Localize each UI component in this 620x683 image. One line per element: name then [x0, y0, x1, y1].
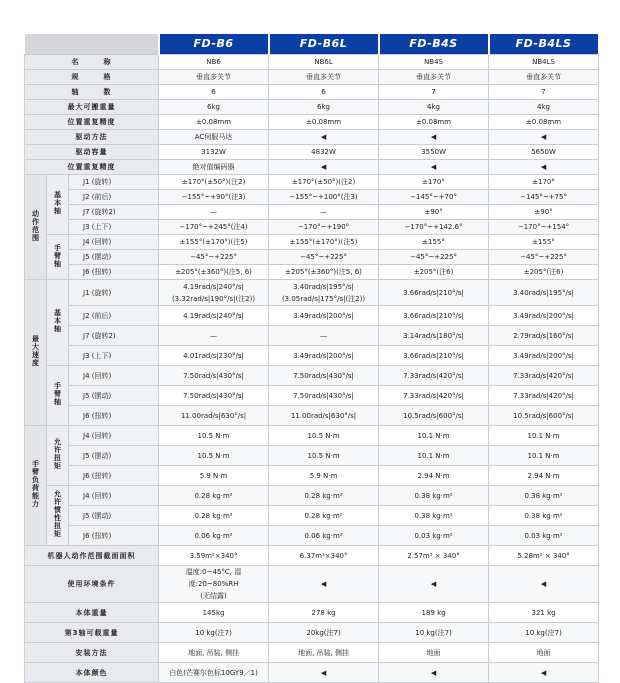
cell-value: 0.28 kg·m²	[269, 506, 379, 526]
joint-label: J4 (回转)	[69, 366, 159, 386]
row-label: 驱动容量	[25, 145, 159, 160]
cell-value: 10.5 N·m	[159, 426, 269, 446]
motion-range-row	[25, 250, 599, 265]
cell-value: 5.28m² × 340°	[489, 546, 599, 566]
same-as-left-arrow: ◀	[489, 566, 599, 603]
cell-value: 6kg	[269, 100, 379, 115]
spec-row-color	[25, 663, 599, 683]
cell-value: 6	[159, 85, 269, 100]
spec-row-area	[25, 546, 599, 566]
joint-label: J5 (摆动)	[69, 386, 159, 406]
cell-value: —	[269, 326, 379, 346]
cell-value: 3.66rad/s|210°/s|	[379, 280, 489, 306]
cell-value: 7.50rad/s|430°/s|	[269, 366, 379, 386]
cell-value: 7	[489, 85, 599, 100]
same-as-left-arrow: ◀	[269, 160, 379, 175]
cell-value: NB6L	[269, 55, 379, 70]
same-as-left-arrow: ◀	[489, 130, 599, 145]
cell-value: 10.1 N·m	[379, 426, 489, 446]
row-label: 位置重复精度	[25, 115, 159, 130]
row-label: 最大可搬重量	[25, 100, 159, 115]
cell-value: 0.38 kg·m²	[379, 486, 489, 506]
cell-value: −170°~+245°(注4)	[159, 220, 269, 235]
cell-value: —	[159, 326, 269, 346]
motion-range-row	[25, 190, 599, 205]
joint-label: J6 (扭转)	[69, 466, 159, 486]
spec-row-axes	[25, 85, 599, 100]
cell-value: 3.40rad/s|195°/s|	[489, 280, 599, 306]
spec-row-spec	[25, 70, 599, 85]
spec-row-weight	[25, 603, 599, 623]
spec-row-drive	[25, 130, 599, 145]
cell-value: 3.14rad/s|180°/s|	[379, 326, 489, 346]
spec-table	[24, 34, 600, 683]
same-as-left-arrow: ◀	[379, 130, 489, 145]
same-as-left-arrow: ◀	[269, 130, 379, 145]
cell-value: −45°~+225°	[489, 250, 599, 265]
cell-value: 189 kg	[379, 603, 489, 623]
joint-label: J7 (旋转2)	[69, 205, 159, 220]
cell-value: 6kg	[159, 100, 269, 115]
cell-value: ±205°(注6)	[489, 265, 599, 280]
joint-label: J5 (摆动)	[69, 250, 159, 265]
motion-range-row	[25, 175, 599, 190]
joint-label: J1 (旋转)	[69, 175, 159, 190]
max-speed-row	[25, 366, 599, 386]
cell-value: 0.06 kg·m²	[159, 526, 269, 546]
cell-value: 10 kg(注7)	[379, 623, 489, 643]
joint-label: J1 (旋转)	[69, 280, 159, 306]
cell-value: 10.5rad/s|600°/s|	[489, 406, 599, 426]
base-axis-label: 基本轴	[47, 175, 69, 235]
cell-value: 3.49rad/s|200°/s|	[269, 306, 379, 326]
cell-value: 7.50rad/s|430°/s|	[159, 366, 269, 386]
cell-value: 10.1 N·m	[489, 426, 599, 446]
cell-value: —	[269, 205, 379, 220]
row-label: 使用环境条件	[25, 566, 159, 603]
cell-value: 垂直多关节	[159, 70, 269, 85]
cell-value: −145°~+70°	[379, 190, 489, 205]
model-header: FD-B6	[159, 34, 269, 55]
cell-value: 4kg	[489, 100, 599, 115]
wrist-load-row	[25, 426, 599, 446]
cell-value: ±90°	[379, 205, 489, 220]
cell-value: 地面	[489, 643, 599, 663]
max-speed-group-label: 最大速度	[25, 280, 47, 426]
cell-value: 0.28 kg·m²	[159, 486, 269, 506]
same-as-left-arrow: ◀	[489, 663, 599, 683]
wrist-load-row	[25, 466, 599, 486]
spec-row-capacity	[25, 145, 599, 160]
cell-value: —	[159, 205, 269, 220]
cell-value: ±170°(±50°)(注2)	[159, 175, 269, 190]
cell-value: −155°~+90°(注3)	[159, 190, 269, 205]
cell-value: 11.00rad/s|630°/s|	[159, 406, 269, 426]
cell-value: 7.33rad/s|420°/s|	[489, 366, 599, 386]
motion-range-row	[25, 235, 599, 250]
cell-value: 3.49rad/s|200°/s|	[269, 346, 379, 366]
cell-value: −145°~+75°	[489, 190, 599, 205]
joint-label: J6 (扭转)	[69, 265, 159, 280]
row-label: 本体颜色	[25, 663, 159, 683]
cell-value: ±155°	[379, 235, 489, 250]
joint-label: J3 (上下)	[69, 220, 159, 235]
cell-value: 7.33rad/s|420°/s|	[379, 386, 489, 406]
cell-value: ±0.08mm	[269, 115, 379, 130]
header-corner	[25, 34, 159, 55]
cell-value: 地面, 吊装, 侧挂	[159, 643, 269, 663]
cell-value: ±0.08mm	[489, 115, 599, 130]
cell-value: NB4S	[379, 55, 489, 70]
cell-value: 11.00rad/s|630°/s|	[269, 406, 379, 426]
joint-label: J5 (摆动)	[69, 446, 159, 466]
cell-value: ±0.08mm	[379, 115, 489, 130]
cell-value: 145kg	[159, 603, 269, 623]
same-as-left-arrow: ◀	[269, 566, 379, 603]
row-label: 驱动方法	[25, 130, 159, 145]
max-speed-row	[25, 306, 599, 326]
wrist-axis-label: 手臂轴	[47, 366, 69, 426]
row-label: 位置重复精度	[25, 160, 159, 175]
cell-value: 2.79rad/s|160°/s|	[489, 326, 599, 346]
wrist-axis-label: 手臂轴	[47, 235, 69, 280]
cell-value: ±205°(±360°)(注5, 6)	[269, 265, 379, 280]
cell-value: 垂直多关节	[379, 70, 489, 85]
allowed-torque-label: 允许扭矩	[47, 426, 69, 486]
cell-value: 4832W	[269, 145, 379, 160]
cell-value: 7	[379, 85, 489, 100]
cell-value: 5.9 N·m	[159, 466, 269, 486]
max-speed-row	[25, 280, 599, 306]
cell-value: 10.5 N·m	[269, 426, 379, 446]
motion-range-group-label: 动作范围	[25, 175, 47, 280]
max-speed-row	[25, 326, 599, 346]
cell-value: 20kg(注7)	[269, 623, 379, 643]
cell-value: 5650W	[489, 145, 599, 160]
cell-value: 3.59m²×340°	[159, 546, 269, 566]
cell-value: 4.19rad/s|240°/s|	[159, 306, 269, 326]
cell-value: 2.94 N·m	[489, 466, 599, 486]
spec-row-repeat	[25, 115, 599, 130]
wrist-load-row	[25, 526, 599, 546]
joint-label: J2 (前后)	[69, 306, 159, 326]
cell-value: ±155°(±170°)(注5)	[269, 235, 379, 250]
cell-value: 3132W	[159, 145, 269, 160]
cell-value: ±170°	[379, 175, 489, 190]
cell-value: 地面, 吊装, 侧挂	[269, 643, 379, 663]
cell-value: 白色(芒赛尔色标10GY9／1)	[159, 663, 269, 683]
spec-row-env	[25, 566, 599, 603]
cell-value: 0.03 kg·m²	[489, 526, 599, 546]
row-label: 第3轴可载重量	[25, 623, 159, 643]
row-label: 名 称	[25, 55, 159, 70]
cell-value: 278 kg	[269, 603, 379, 623]
cell-value: ±155°	[489, 235, 599, 250]
wrist-load-row	[25, 486, 599, 506]
joint-label: J6 (扭转)	[69, 526, 159, 546]
cell-value: 0.06 kg·m²	[269, 526, 379, 546]
cell-value: 5.9 N·m	[269, 466, 379, 486]
cell-value: 3.49rad/s|200°/s|	[489, 346, 599, 366]
joint-label: J4 (回转)	[69, 426, 159, 446]
row-label: 规 格	[25, 70, 159, 85]
cell-value: 垂直多关节	[269, 70, 379, 85]
wrist-load-row	[25, 446, 599, 466]
cell-value: ±205°(注6)	[379, 265, 489, 280]
cell-value: 7.33rad/s|420°/s|	[489, 386, 599, 406]
spec-row-detect	[25, 160, 599, 175]
cell-value: −170°~+154°	[489, 220, 599, 235]
cell-value: 10 kg(注7)	[159, 623, 269, 643]
max-speed-row	[25, 386, 599, 406]
cell-value: 0.28 kg·m²	[269, 486, 379, 506]
same-as-left-arrow: ◀	[379, 566, 489, 603]
cell-value: 垂直多关节	[489, 70, 599, 85]
cell-value: 6	[269, 85, 379, 100]
joint-label: J2 (前后)	[69, 190, 159, 205]
cell-value: 3.66rad/s|210°/s|	[379, 306, 489, 326]
wrist-load-row	[25, 506, 599, 526]
cell-value: 0.38 kg·m²	[489, 506, 599, 526]
base-axis-label: 基本轴	[47, 280, 69, 366]
row-label: 机器人动作范围截面面积	[25, 546, 159, 566]
cell-value: ±90°	[489, 205, 599, 220]
joint-label: J6 (扭转)	[69, 406, 159, 426]
cell-value: 10.5 N·m	[269, 446, 379, 466]
cell-value: 10.5rad/s|600°/s|	[379, 406, 489, 426]
row-label: 轴 数	[25, 85, 159, 100]
cell-value: 3.40rad/s|195°/s| (3.05rad/s|175°/s|(注2))	[269, 280, 379, 306]
cell-value: 0.28 kg·m²	[159, 506, 269, 526]
model-header-row	[25, 34, 599, 55]
cell-value: 7.50rad/s|430°/s|	[159, 386, 269, 406]
same-as-left-arrow: ◀	[379, 663, 489, 683]
cell-value: 2.57m² × 340°	[379, 546, 489, 566]
cell-value: ±155°(±170°)(注5)	[159, 235, 269, 250]
max-speed-row	[25, 346, 599, 366]
cell-value: 4.19rad/s|240°/s| (3.32rad/s|190°/s|(注2))	[159, 280, 269, 306]
cell-value: 10.1 N·m	[379, 446, 489, 466]
joint-label: J3 (上下)	[69, 346, 159, 366]
cell-value: 4kg	[379, 100, 489, 115]
motion-range-row	[25, 265, 599, 280]
cell-value: ±205°(±360°)(注5, 6)	[159, 265, 269, 280]
row-label: 安装方法	[25, 643, 159, 663]
cell-value: −45°~+225°	[379, 250, 489, 265]
cell-value: 10 kg(注7)	[489, 623, 599, 643]
cell-value: 地面	[379, 643, 489, 663]
allowed-inertia-label: 允许惯性扭矩	[47, 486, 69, 546]
cell-value: −170°~+142.6°	[379, 220, 489, 235]
model-header: FD-B4S	[379, 34, 489, 55]
cell-value: −45°~+225°	[269, 250, 379, 265]
cell-value: 0.03 kg·m²	[379, 526, 489, 546]
cell-value: NB4LS	[489, 55, 599, 70]
spec-row-payload	[25, 100, 599, 115]
cell-value: 7.50rad/s|430°/s|	[269, 386, 379, 406]
joint-label: J5 (摆动)	[69, 506, 159, 526]
cell-value: 3.66rad/s|210°/s|	[379, 346, 489, 366]
max-speed-row	[25, 406, 599, 426]
spec-row-axis3	[25, 623, 599, 643]
motion-range-row	[25, 220, 599, 235]
same-as-left-arrow: ◀	[379, 160, 489, 175]
spec-row-name	[25, 55, 599, 70]
cell-value: −45°~+225°	[159, 250, 269, 265]
cell-value: 4.01rad/s|230°/s|	[159, 346, 269, 366]
cell-value: ±170°(±50°)(注2)	[269, 175, 379, 190]
model-header: FD-B4LS	[489, 34, 599, 55]
cell-value: 0.38 kg·m²	[489, 486, 599, 506]
joint-label: J7 (旋转2)	[69, 326, 159, 346]
joint-label: J4 (回转)	[69, 486, 159, 506]
cell-value: 10.5 N·m	[159, 446, 269, 466]
same-as-left-arrow: ◀	[489, 160, 599, 175]
cell-value: 3550W	[379, 145, 489, 160]
motion-range-row	[25, 205, 599, 220]
wrist-load-group-label: 手臂负荷能力	[25, 426, 47, 546]
cell-value: 2.94 N·m	[379, 466, 489, 486]
spec-row-install	[25, 643, 599, 663]
cell-value: −155°~+100°(注3)	[269, 190, 379, 205]
cell-value: ±170°	[489, 175, 599, 190]
model-header: FD-B6L	[269, 34, 379, 55]
cell-value: 10.1 N·m	[489, 446, 599, 466]
cell-value: 7.33rad/s|420°/s|	[379, 366, 489, 386]
cell-value: 3.49rad/s|200°/s|	[489, 306, 599, 326]
row-label: 本体重量	[25, 603, 159, 623]
cell-value: 0.38 kg·m²	[379, 506, 489, 526]
cell-value: 绝对值编码器	[159, 160, 269, 175]
cell-value: AC伺服马达	[159, 130, 269, 145]
cell-value: −170°~+190°	[269, 220, 379, 235]
cell-value: 温度:0~45°C, 湿度:20~80%RH (无结露)	[159, 566, 269, 603]
cell-value: NB6	[159, 55, 269, 70]
joint-label: J4 (回转)	[69, 235, 159, 250]
cell-value: 6.37m²×340°	[269, 546, 379, 566]
cell-value: ±0.08mm	[159, 115, 269, 130]
same-as-left-arrow: ◀	[269, 663, 379, 683]
cell-value: 321 kg	[489, 603, 599, 623]
